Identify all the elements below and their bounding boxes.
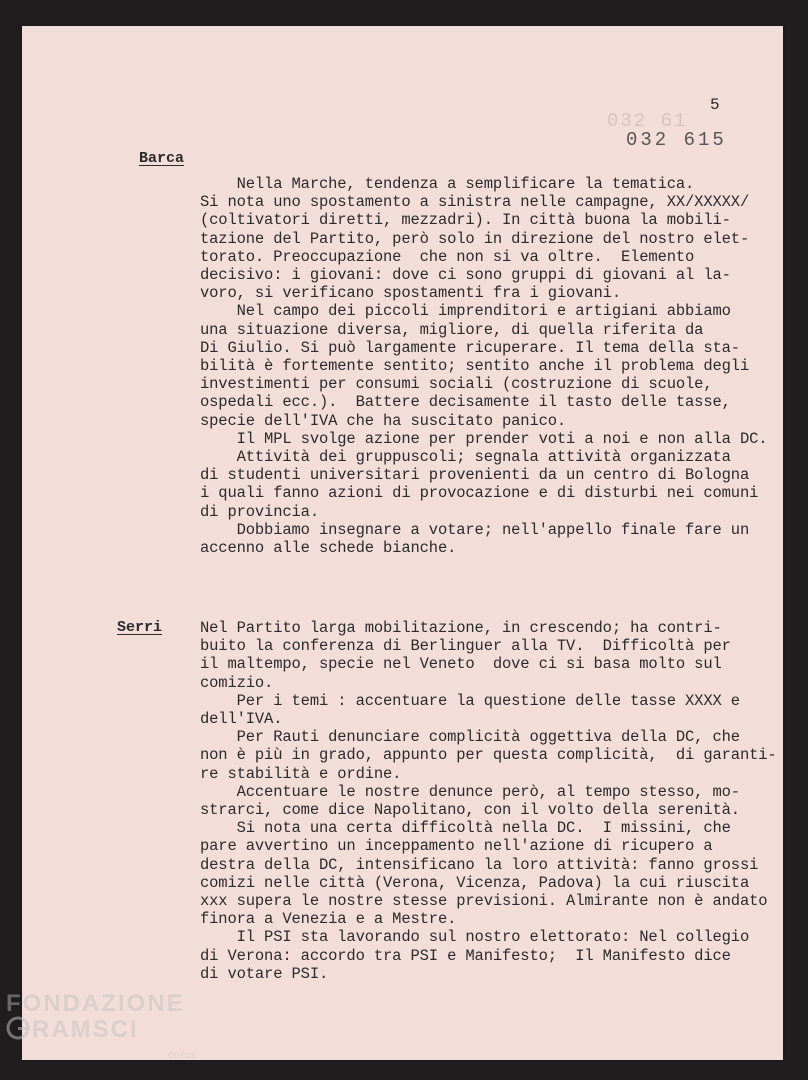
text-line: destra della DC, intensificano la loro attività: fanno grossi (200, 855, 759, 874)
speaker-serri: Serri (117, 619, 163, 636)
text-line: (coltivatori diretti, mezzadri). In città buona la mobili- (200, 211, 731, 230)
watermark-line2: RAMSCI (32, 1016, 139, 1043)
text-line: di provincia. (200, 502, 319, 521)
text-line: Dobbiamo insegnare a votare; nell'appello finale fare un (200, 520, 750, 539)
text-line: ospedali ecc.). Battere decisamente il tasto delle tasse, (200, 393, 731, 412)
text-line: non è più in grado, appunto per questa complicità, di garanti- (200, 746, 777, 765)
text-line: Accentuare le nostre denunce però, al tempo stesso, mo- (200, 782, 740, 801)
text-line: Nel campo dei piccoli imprenditori e artigiani abbiamo (200, 302, 731, 321)
speaker-barca: Barca (139, 150, 185, 167)
serri-text (200, 619, 777, 983)
text-line: comizio. (200, 673, 274, 692)
watermark-line1: FONDAZIONE (6, 990, 185, 1017)
text-line: Per i temi : accentuare la questione delle tasse XXXX e (200, 691, 740, 710)
text-line: di studenti universitari provenienti da un centro di Bologna (200, 466, 750, 485)
archive-number-ghost: 032 61 (607, 110, 688, 132)
text-line: xxx supera le nostre stesse previsioni. Almirante non è andato (200, 892, 768, 911)
text-line: dell'IVA. (200, 710, 283, 729)
text-line: torato. Preoccupazione che non si va oltre. Elemento (200, 247, 695, 266)
text-line: Nel Partito larga mobilitazione, in crescendo; ha contri- (200, 619, 722, 637)
barca-text (200, 175, 767, 557)
text-line: Attività dei gruppuscoli; segnala attività organizzata (200, 448, 731, 467)
watermark-onlus: onlus (168, 1050, 197, 1061)
text-line: di Verona: accordo tra PSI e Manifesto; Il Manifesto dice (200, 946, 731, 965)
text-line: buito la conferenza di Berlinguer alla TV. Difficoltà per (200, 637, 731, 656)
text-line: Il PSI sta lavorando sul nostro elettorato: Nel collegio (200, 928, 750, 947)
text-line: i quali fanno azioni di provocazione e di disturbi nei comuni (200, 484, 759, 503)
text-line: finora a Venezia e a Mestre. (200, 910, 457, 929)
text-line: il maltempo, specie nel Veneto dove ci si basa molto sul (200, 655, 722, 674)
text-line: Di Giulio. Si può largamente ricuperare. Il tema della sta- (200, 338, 740, 357)
text-line: una situazione diversa, migliore, di quella riferita da (200, 320, 704, 339)
text-line: voro, si verificano spostamenti fra i giovani. (200, 284, 621, 303)
text-line: Per Rauti denunciare complicità oggettiva della DC, che (200, 728, 740, 747)
text-line: Nella Marche, tendenza a semplificare la tematica. (200, 175, 695, 193)
text-line: specie dell'IVA che ha suscitato panico. (200, 411, 567, 430)
text-line: investimenti per consumi sociali (costruzione di scuole, (200, 375, 713, 394)
text-line: di votare PSI. (200, 964, 329, 983)
text-line: accenno alle schede bianche. (200, 539, 457, 558)
text-line: Si nota uno spostamento a sinistra nelle campagne, XX/XXXXX/ (200, 193, 750, 212)
text-line: comizi nelle città (Verona, Vicenza, Padova) la cui riuscita (200, 873, 750, 892)
page-number: 5 (710, 96, 720, 114)
text-line: strarci, come dice Napolitano, con il volto della serenità. (200, 801, 740, 820)
archive-number: 032 615 (626, 129, 727, 151)
text-line: Il MPL svolge azione per prender voti a noi e non alla DC. (200, 429, 768, 448)
text-line: re stabilità e ordine. (200, 764, 402, 783)
document-page (22, 26, 783, 1060)
text-line: bilità è fortemente sentito; sentito anche il problema degli (200, 357, 750, 376)
text-line: decisivo: i giovani: dove ci sono gruppi di giovani al la- (200, 266, 731, 285)
text-line: tazione del Partito, però solo in direzione del nostro elet- (200, 229, 750, 248)
gramsci-logo-icon (6, 1016, 30, 1040)
text-line: pare avvertino un inceppamento nell'azione di ricupero a (200, 837, 713, 856)
text-line: Si nota una certa difficoltà nella DC. I missini, che (200, 819, 731, 838)
